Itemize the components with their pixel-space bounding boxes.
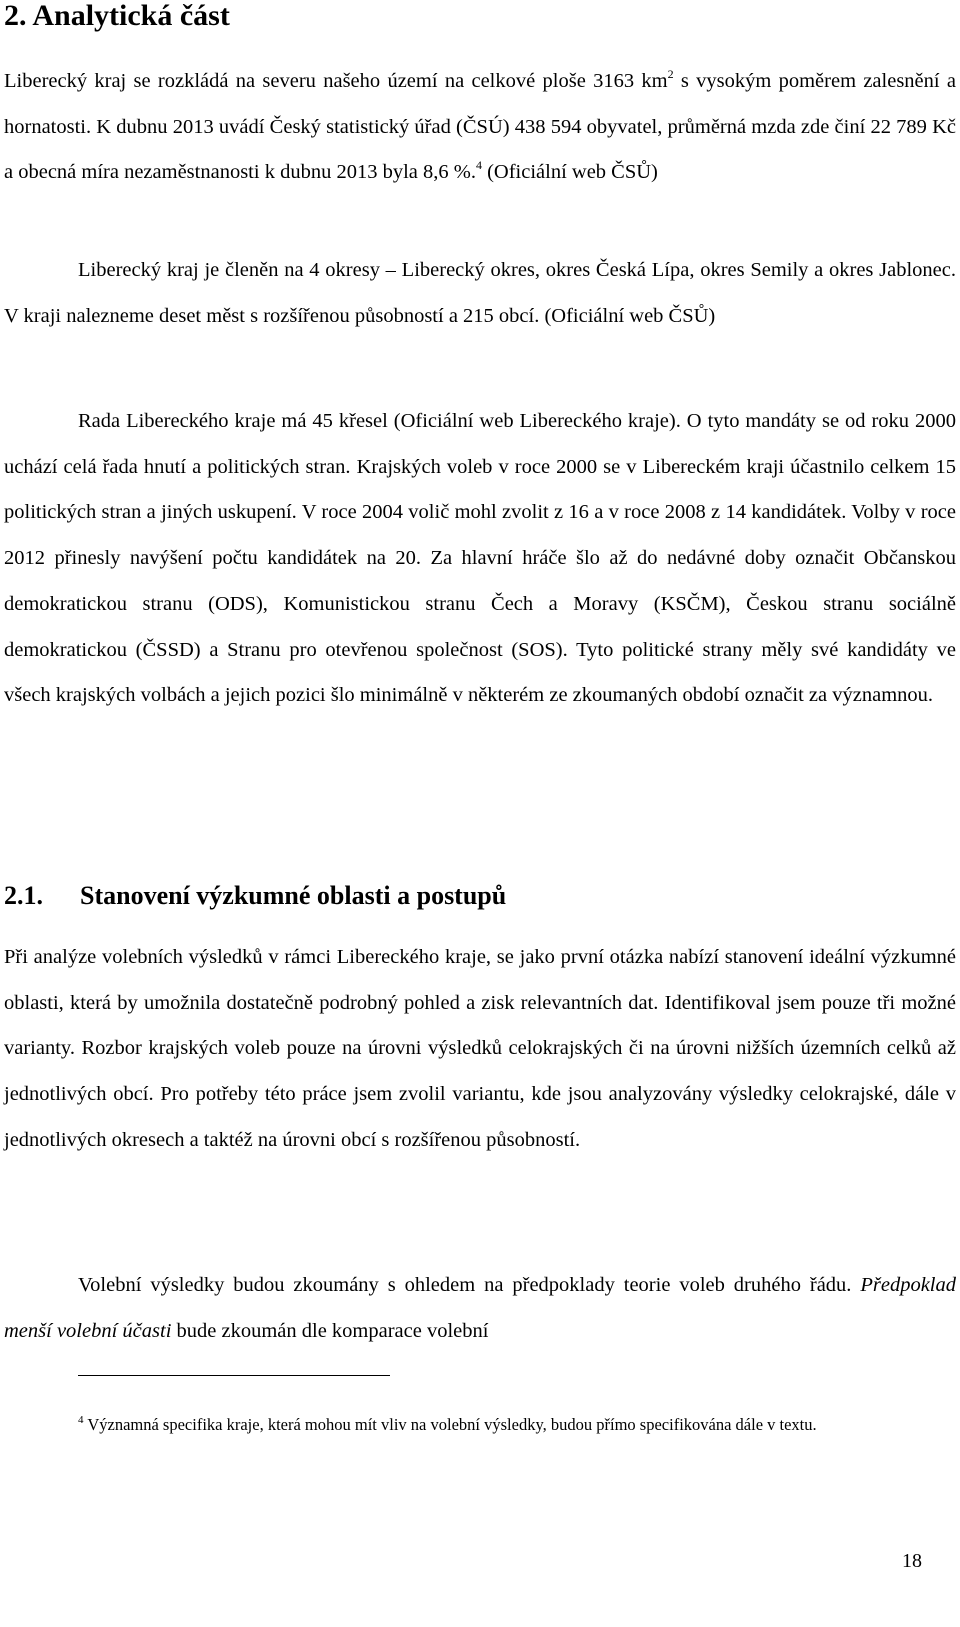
paragraph-results (4, 1263, 956, 1354)
footnote-marker: 4 (78, 1414, 84, 1426)
superscript-2: 2 (667, 67, 674, 81)
paragraph-districts: Liberecký kraj je členěn na 4 okresy – Liberecký okres, okres Česká Lípa, okres Semily a okres Jablonec. V kraji nalezneme deset měst s rozšířenou působností a 215 obcí. (Oficiální web ČSŮ) (4, 259, 956, 327)
section-heading (4, 876, 506, 916)
page-number: 18 (902, 1550, 922, 1572)
footnote-ref-4[interactable]: 4 (475, 158, 482, 173)
section-title: Stanovení výzkumné oblasti a postupů (80, 881, 507, 910)
p1-source: (Oficiální web ČSŮ) (481, 161, 658, 184)
paragraph-council: Rada Libereckého kraje má 45 křesel (Oficiální web Libereckého kraje). O tyto mandáty se od roku 2000 uchází celá řada hnutí a politických stran. Krajských voleb v roce 2000 se v Libereckém kraji účastnilo celkem 15 politických stran a jiných uskupení. V roce 2004 volič mohl zvolit z 16 a v roce 2008 z 14 kandidátek. Volby v roce 2012 přinesly navýšení počtu kandidátek na 20. Za hlavní hráče šlo až do nedávné doby označit Občanskou demokratickou stranu (ODS), Komunistickou stranu Čech a Moravy (KSČM), Českou stranu sociálně demokratickou (ČSSD) a Stranu pro otevřenou společnost (SOS). Tyto politické strany měly své kandidáty ve všech krajských volbách a jejich pozici šlo minimálně v některém ze zkoumaných období označit za významnou. (4, 410, 956, 707)
p5-italic: Předpoklad menší volební účasti (4, 1274, 956, 1342)
section-number: 2.1. (4, 881, 43, 910)
paragraph-research-area: Při analýze volebních výsledků v rámci Libereckého kraje, se jako první otázka nabízí stanovení ideální výzkumné oblasti, která by umožnila dostatečně podrobný pohled a zisk relevantních dat. Identifikoval jsem pouze tři možné varianty. Rozbor krajských voleb pouze na úrovni výsledků celokrajských či na úrovni nižších územních celků až jednotlivých obcí. Pro potřeby této práce jsem zvolil variantu, kde jsou analyzovány výsledky celokrajské, dále v jednotlivých okresech a taktéž na úrovni obcí s rozšířenou působností. (4, 946, 956, 1151)
chapter-heading: 2. Analytická část (4, 0, 230, 32)
footnote-text: Významná specifika kraje, která mohou mít vliv na volební výsledky, budou přímo specifikována dále v textu. (83, 1415, 817, 1434)
p5-text: Volební výsledky budou zkoumány s ohledem na předpoklady teorie voleb druhého řádu. (78, 1274, 861, 1296)
footnote-separator (78, 1375, 390, 1376)
footnote (4, 1413, 956, 1437)
p1-text-2: s vysokým poměrem zalesnění a hornatosti. K dubnu 2013 uvádí Český statistický úřad (ČSÚ) 438 594 obyvatel, průměrná mzda zde činí 22 789 Kč a obecná míra nezaměstnanosti k dubnu 2013 byla 8,6 %. (4, 70, 956, 184)
paragraph-region-intro (4, 59, 956, 196)
p5-text-2: bude zkoumán dle komparace volební (171, 1319, 489, 1342)
p1-text: Liberecký kraj se rozkládá na severu našeho území na celkové ploše 3163 km (4, 70, 668, 92)
